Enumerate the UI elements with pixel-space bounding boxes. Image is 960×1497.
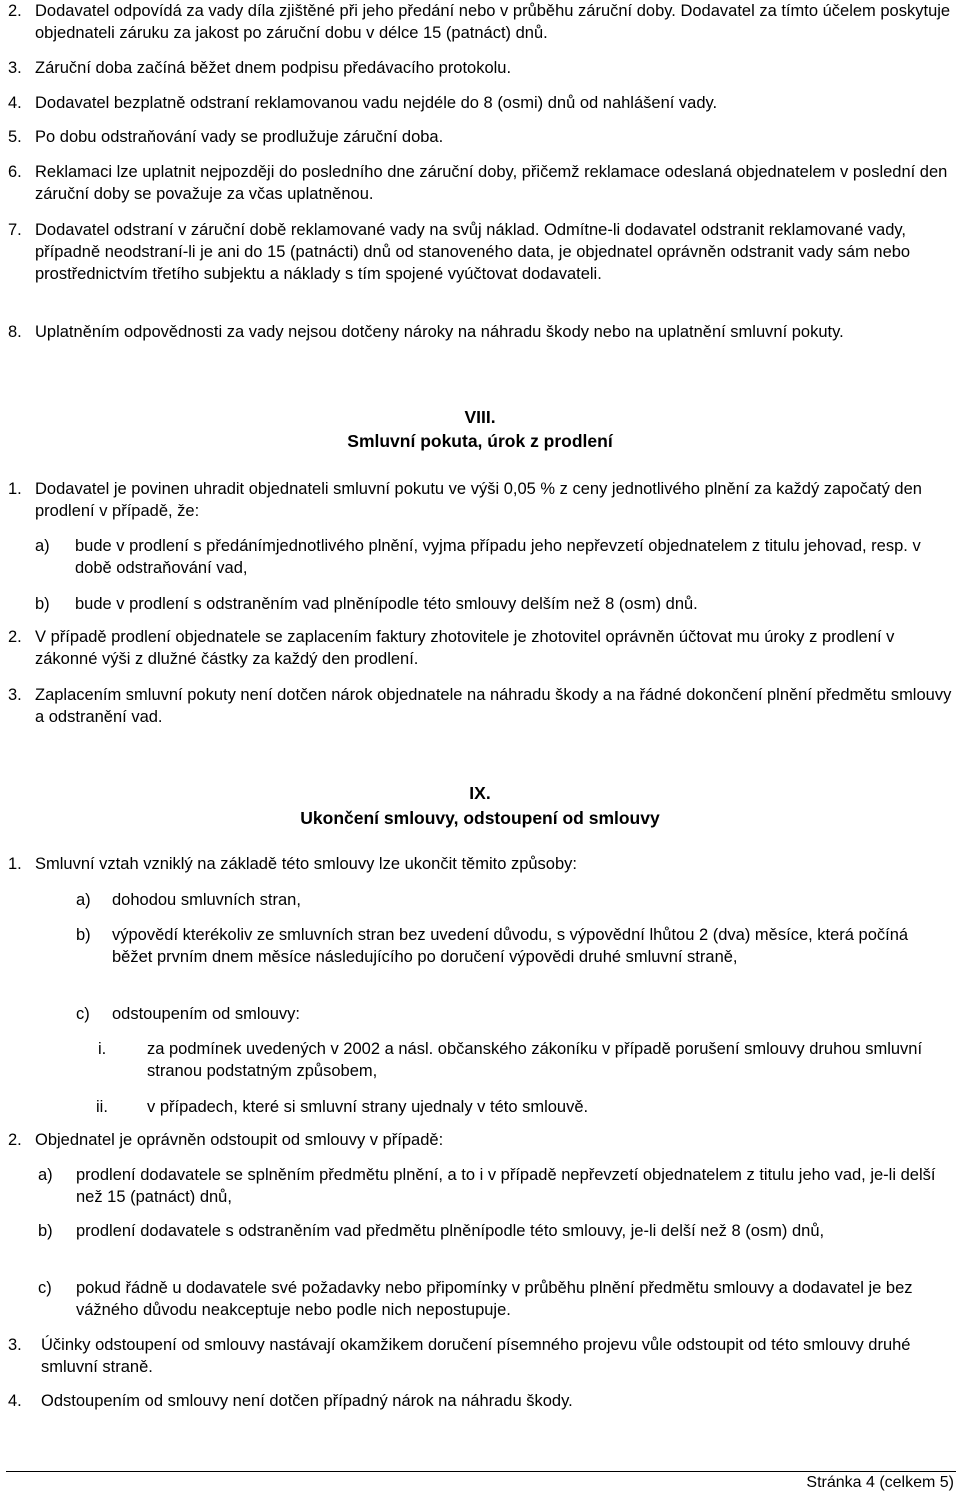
item-letter: c) [76, 1005, 90, 1023]
item-text: prodlení dodavatele s odstraněním vad předmětu plněnípodle této smlouvy, je-li delší než 8 (osm) dnů, [76, 1222, 825, 1240]
termination-item-2b [38, 1220, 953, 1242]
item-number: 1. [8, 855, 22, 873]
termination-item-1 [8, 853, 953, 875]
item-text: Dodavatel je povinen uhradit objednateli smluvní pokutu ve výši 0,05 % z ceny jednotlivého plnění za každý započatý den prodlení v případě, že: [35, 480, 922, 520]
item-number: 3. [8, 1336, 22, 1354]
item-letter: c) [38, 1279, 52, 1297]
item-text: výpovědí kterékoliv ze smluvních stran bez uvedení důvodu, s výpovědní lhůtou 2 (dva) měsíce, která počíná běžet prvním dnem měsíce následujícího po doručení výpovědi druhé smluvní straně, [112, 926, 909, 966]
item-text: Dodavatel odstraní v záruční době reklamované vady na svůj náklad. Odmítne-li dodavatel odstranit reklamované vady, případně neodstraní-li je ani do 15 (patnácti) dnů od stanoveného data, je objednatel oprávněn odstranit vady sám nebo prostřednictvím třetího subjektu a náklady s tím spojené vyúčtovat dodavateli. [35, 221, 911, 283]
termination-item-1c [76, 1003, 953, 1025]
section-viii-title: Smluvní pokuta, úrok z prodlení [347, 431, 613, 451]
warranty-item-3 [8, 57, 953, 79]
item-number: 2. [8, 1131, 22, 1149]
item-number: 2. [8, 2, 22, 20]
item-text: bude v prodlení s odstraněním vad plněnípodle této smlouvy delším než 8 (osm) dnů. [75, 595, 698, 613]
item-text: Objednatel je oprávněn odstoupit od smlouvy v případě: [35, 1131, 444, 1149]
penalty-item-b [35, 593, 953, 615]
termination-item-2a [38, 1164, 953, 1208]
termination-item-2c [38, 1277, 953, 1321]
item-number: 5. [8, 128, 22, 146]
item-number: 6. [8, 163, 22, 181]
warranty-item-6 [8, 161, 953, 205]
item-text: prodlení dodavatele se splněním předmětu plnění, a to i v případě nepřevzetí objednatelem z titulu jeho vad, je-li delší než 15 (patnáct) dnů, [76, 1166, 936, 1206]
warranty-item-4 [8, 92, 953, 114]
item-text: Smluvní vztah vzniklý na základě této smlouvy lze ukončit těmito způsoby: [35, 855, 577, 873]
warranty-item-7 [8, 219, 953, 285]
item-number: 2. [8, 628, 22, 646]
termination-item-1a [76, 889, 953, 911]
termination-item-3 [8, 1334, 953, 1378]
penalty-item-3 [8, 684, 953, 728]
item-text: pokud řádně u dodavatele své požadavky nebo připomínky v průběhu plnění předmětu smlouvy a dodavatel je bez vážného důvodu neakceptuje nebo podle nich nepostupuje. [76, 1279, 913, 1319]
item-number: 3. [8, 686, 22, 704]
penalty-item-a [35, 535, 953, 579]
item-letter: b) [38, 1222, 53, 1240]
item-text: V případě prodlení objednatele se zaplacením faktury zhotovitele je zhotovitel oprávněn účtovat mu úroky z prodlení v zákonné výši z dlužné částky za každý den prodlení. [35, 628, 895, 668]
item-number: 3. [8, 59, 22, 77]
section-ix-title: Ukončení smlouvy, odstoupení od smlouvy [300, 808, 660, 828]
section-viii-number: VIII. [464, 407, 496, 427]
item-number: 8. [8, 323, 22, 341]
item-roman: ii. [96, 1098, 108, 1116]
item-text: bude v prodlení s předánímjednotlivého plnění, vyjma případu jeho nepřevzetí objednatelem z titulu jehovad, resp. v době odstraňování vad, [75, 537, 921, 577]
item-text: dohodou smluvních stran, [112, 891, 301, 909]
item-number: 4. [8, 94, 22, 112]
termination-item-1c-i [98, 1038, 953, 1082]
warranty-item-2 [8, 0, 953, 44]
item-number: 7. [8, 221, 22, 239]
item-letter: a) [35, 537, 50, 555]
item-text: v případech, které si smluvní strany ujednaly v této smlouvě. [147, 1098, 589, 1116]
item-letter: a) [76, 891, 91, 909]
item-letter: b) [35, 595, 50, 613]
item-roman: i. [98, 1040, 107, 1058]
termination-item-2 [8, 1129, 953, 1151]
penalty-item-1 [8, 478, 953, 522]
item-text: Odstoupením od smlouvy není dotčen případný nárok na náhradu škody. [41, 1392, 573, 1410]
item-text: odstoupením od smlouvy: [112, 1005, 301, 1023]
termination-item-1b [76, 924, 953, 968]
warranty-item-5 [8, 126, 953, 148]
item-text: Reklamaci lze uplatnit nejpozději do posledního dne záruční doby, přičemž reklamace odeslaná objednatelem v poslední den záruční doby se považuje za včas uplatněnou. [35, 163, 948, 203]
warranty-item-8 [8, 321, 953, 343]
page-number: Stránka 4 (celkem 5) [806, 1474, 954, 1491]
termination-item-4 [8, 1390, 953, 1412]
item-number: 1. [8, 480, 22, 498]
item-text: Po dobu odstraňování vady se prodlužuje záruční doba. [35, 128, 444, 146]
item-text: Uplatněním odpovědnosti za vady nejsou dotčeny nároky na náhradu škody nebo na uplatnění smluvní pokuty. [35, 323, 844, 341]
penalty-item-2 [8, 626, 953, 670]
item-text: Dodavatel bezplatně odstraní reklamovanou vadu nejdéle do 8 (osmi) dnů od nahlášení vady. [35, 94, 718, 112]
termination-item-1c-ii [96, 1096, 953, 1118]
item-text: Účinky odstoupení od smlouvy nastávají okamžikem doručení písemného projevu vůle odstoupit od této smlouvy druhé smluvní straně. [41, 1336, 911, 1376]
item-number: 4. [8, 1392, 22, 1410]
item-text: Dodavatel odpovídá za vady díla zjištěné při jeho předání nebo v průběhu záruční doby. Dodavatel za tímto účelem poskytuje objednateli záruku za jakost po záruční dobu v délce 15 (patnáct) dnů. [35, 2, 951, 42]
item-text: Záruční doba začíná běžet dnem podpisu předávacího protokolu. [35, 59, 512, 77]
section-ix-number: IX. [469, 783, 491, 803]
footer-divider [6, 1471, 956, 1472]
item-text: Zaplacením smluvní pokuty není dotčen nárok objednatele na náhradu škody a na řádné dokončení plnění předmětu smlouvy a odstranění vad. [35, 686, 952, 726]
item-letter: a) [38, 1166, 53, 1184]
item-text: za podmínek uvedených v 2002 a násl. občanského zákoníku v případě porušení smlouvy druhou smluvní stranou podstatným způsobem, [147, 1040, 923, 1080]
item-letter: b) [76, 926, 91, 944]
